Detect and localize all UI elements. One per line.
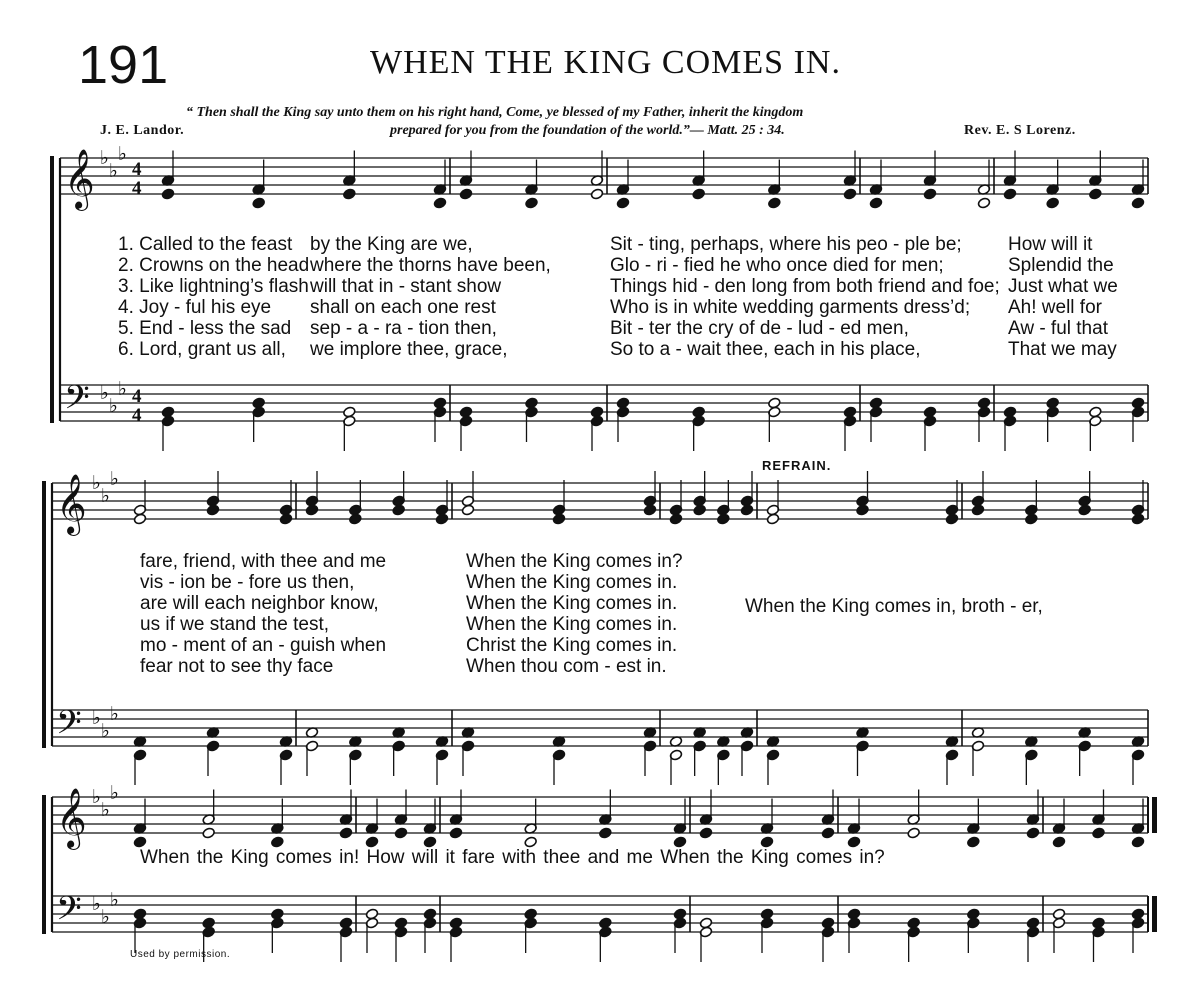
half-note-head: [461, 504, 475, 516]
note-head: [923, 188, 937, 200]
note-head: [740, 504, 754, 516]
note-head: [599, 827, 613, 839]
verse-6-segment-b: we implore thee, grace,: [310, 339, 508, 360]
verse-6-segment-e: fear not to see thy face: [140, 656, 334, 677]
verse-4-segment-e: us if we stand the test,: [140, 614, 330, 635]
flat-sign-icon: ♭: [92, 707, 101, 729]
verse-4-segment-a: 4. Joy - ful his eye: [118, 297, 272, 318]
note-head: [1025, 513, 1039, 525]
note-head: [1052, 836, 1066, 848]
note-head: [1131, 197, 1145, 209]
verse-4-segment-d: Ah! well for: [1008, 297, 1102, 318]
flat-sign-icon: ♭: [118, 378, 127, 400]
flat-sign-icon: ♭: [118, 143, 127, 165]
note-head: [699, 827, 713, 839]
verse-1-segment-f: When the King comes in?: [466, 551, 683, 572]
note-head: [1003, 188, 1017, 200]
treble-clef-icon: 𝄞: [64, 149, 95, 209]
flat-sign-icon: ♭: [100, 147, 109, 169]
note-head: [343, 188, 357, 200]
flat-sign-icon: ♭: [101, 799, 110, 821]
note-head: [279, 513, 293, 525]
half-note-head: [766, 513, 780, 525]
note-head: [869, 197, 883, 209]
note-head: [768, 197, 782, 209]
verse-6-segment-a: 6. Lord, grant us all,: [118, 339, 286, 360]
note-head: [1026, 827, 1040, 839]
time-signature-denominator: 4: [132, 178, 142, 199]
words-credit: J. E. Landor.: [100, 123, 185, 138]
flat-sign-icon: ♭: [110, 782, 119, 804]
verse-3-segment-b: will that in - stant show: [310, 276, 502, 297]
half-note-head: [907, 827, 921, 839]
note-head: [1092, 827, 1106, 839]
flat-sign-icon: ♭: [101, 485, 110, 507]
verse-2-segment-c: Glo - ri - fied he who once died for men;: [610, 255, 944, 276]
note-head: [161, 188, 175, 200]
note-head: [206, 504, 220, 516]
flat-sign-icon: ♭: [92, 472, 101, 494]
note-head: [945, 513, 959, 525]
half-note-head: [202, 827, 216, 839]
note-head: [449, 827, 463, 839]
verse-3-segment-a: 3. Like lightning’s flash: [118, 276, 309, 297]
flat-sign-icon: ♭: [109, 395, 118, 417]
verse-5-segment-c: Bit - ter the cry of de - lud - ed men,: [610, 318, 909, 339]
flat-sign-icon: ♭: [92, 786, 101, 808]
flat-sign-icon: ♭: [110, 889, 119, 911]
note-head: [394, 827, 408, 839]
final-barline-thick: [1152, 797, 1157, 833]
verse-2-segment-b: where the thorns have been,: [310, 255, 551, 276]
verse-3-segment-f: When the King comes in.: [466, 593, 678, 614]
note-head: [459, 188, 473, 200]
verse-1-segment-d: How will it: [1008, 234, 1093, 255]
verse-3-segment-e: are will each neighbor know,: [140, 593, 379, 614]
verse-3-segment-d: Just what we: [1008, 276, 1118, 297]
note-head: [843, 188, 857, 200]
note-head: [693, 504, 707, 516]
note-head: [692, 188, 706, 200]
note-head: [821, 827, 835, 839]
treble-clef-icon: 𝄞: [56, 788, 87, 848]
note-head: [971, 504, 985, 516]
verse-5-segment-e: mo - ment of an - guish when: [140, 635, 387, 656]
treble-clef-icon: 𝄞: [56, 474, 87, 534]
note-head: [1131, 836, 1145, 848]
bass-clef-icon: 𝄢: [64, 379, 90, 425]
note-head: [433, 197, 447, 209]
permission-note: Used by permission.: [130, 949, 231, 960]
flat-sign-icon: ♭: [109, 160, 118, 182]
note-head: [339, 827, 353, 839]
note-head: [1046, 197, 1060, 209]
flat-sign-icon: ♭: [110, 703, 119, 725]
verse-2-segment-d: Splendid the: [1008, 255, 1114, 276]
verse-3-segment-c: Things hid - den long from both friend and foe;: [610, 276, 1000, 297]
note-head: [1089, 188, 1103, 200]
verse-6-segment-f: When thou com - est in.: [466, 656, 667, 677]
verse-5-segment-a: 5. End - less the sad: [118, 318, 292, 339]
note-head: [1131, 513, 1145, 525]
note-head: [967, 836, 981, 848]
note-head: [717, 513, 731, 525]
note-head: [669, 513, 683, 525]
verse-5-segment-b: sep - a - ra - tion then,: [310, 318, 497, 339]
verse-5-segment-f: Christ the King comes in.: [466, 635, 678, 656]
note-head: [616, 197, 630, 209]
verse-2-segment-e: vis - ion be - fore us then,: [140, 572, 355, 593]
time-signature-denominator: 4: [132, 405, 142, 426]
verse-6-segment-d: That we may: [1008, 339, 1117, 360]
epigraph-line-1: “ Then shall the King say unto them on his right hand, Come, ye blessed of my Father, inherit the kingdom: [186, 105, 804, 120]
verse-6-segment-c: So to a - wait thee, each in his place,: [610, 339, 921, 360]
half-note-head: [133, 513, 147, 525]
hymn-title: WHEN THE KING COMES IN.: [370, 44, 841, 81]
hymn-number: 191: [78, 35, 169, 95]
flat-sign-icon: ♭: [100, 382, 109, 404]
verse-5-segment-d: Aw - ful that: [1008, 318, 1108, 339]
note-head: [392, 504, 406, 516]
note-head: [552, 513, 566, 525]
verse-1-segment-e: fare, friend, with thee and me: [140, 551, 387, 572]
verse-2-segment-a: 2. Crowns on the head: [118, 255, 310, 276]
refrain-lyric-line-2: When the King comes in! How will it fare with thee and me When the King comes in?: [140, 847, 885, 868]
half-note-head: [977, 197, 991, 209]
flat-sign-icon: ♭: [101, 906, 110, 928]
bass-clef-icon: 𝄢: [56, 704, 82, 750]
refrain-label: REFRAIN.: [762, 458, 832, 473]
note-head: [252, 197, 266, 209]
note-head: [525, 197, 539, 209]
music-credit: Rev. E. S Lorenz.: [964, 123, 1076, 138]
half-note-head: [590, 188, 604, 200]
verse-1-segment-a: 1. Called to the feast: [118, 234, 293, 255]
note-head: [856, 504, 870, 516]
epigraph-line-2: prepared for you from the foundation of the world.”— Matt. 25 : 34.: [390, 123, 785, 138]
verse-2-segment-f: When the King comes in.: [466, 572, 678, 593]
flat-sign-icon: ♭: [110, 468, 119, 490]
verse-1-segment-c: Sit - ting, perhaps, where his peo - ple be;: [610, 234, 962, 255]
bass-clef-icon: 𝄢: [56, 890, 82, 936]
note-head: [305, 504, 319, 516]
verse-4-segment-f: When the King comes in.: [466, 614, 678, 635]
note-head: [435, 513, 449, 525]
note-head: [349, 513, 363, 525]
refrain-lyric-line-1: When the King comes in, broth - er,: [745, 596, 1043, 617]
time-signature-numerator: 4: [132, 159, 142, 180]
final-barline-thick: [1152, 896, 1157, 932]
note-head: [643, 504, 657, 516]
time-signature-numerator: 4: [132, 386, 142, 407]
flat-sign-icon: ♭: [101, 720, 110, 742]
verse-1-segment-b: by the King are we,: [310, 234, 473, 255]
note-head: [1078, 504, 1092, 516]
verse-4-segment-b: shall on each one rest: [310, 297, 496, 318]
flat-sign-icon: ♭: [92, 893, 101, 915]
verse-4-segment-c: Who is in white wedding garments dress’d;: [610, 297, 971, 318]
